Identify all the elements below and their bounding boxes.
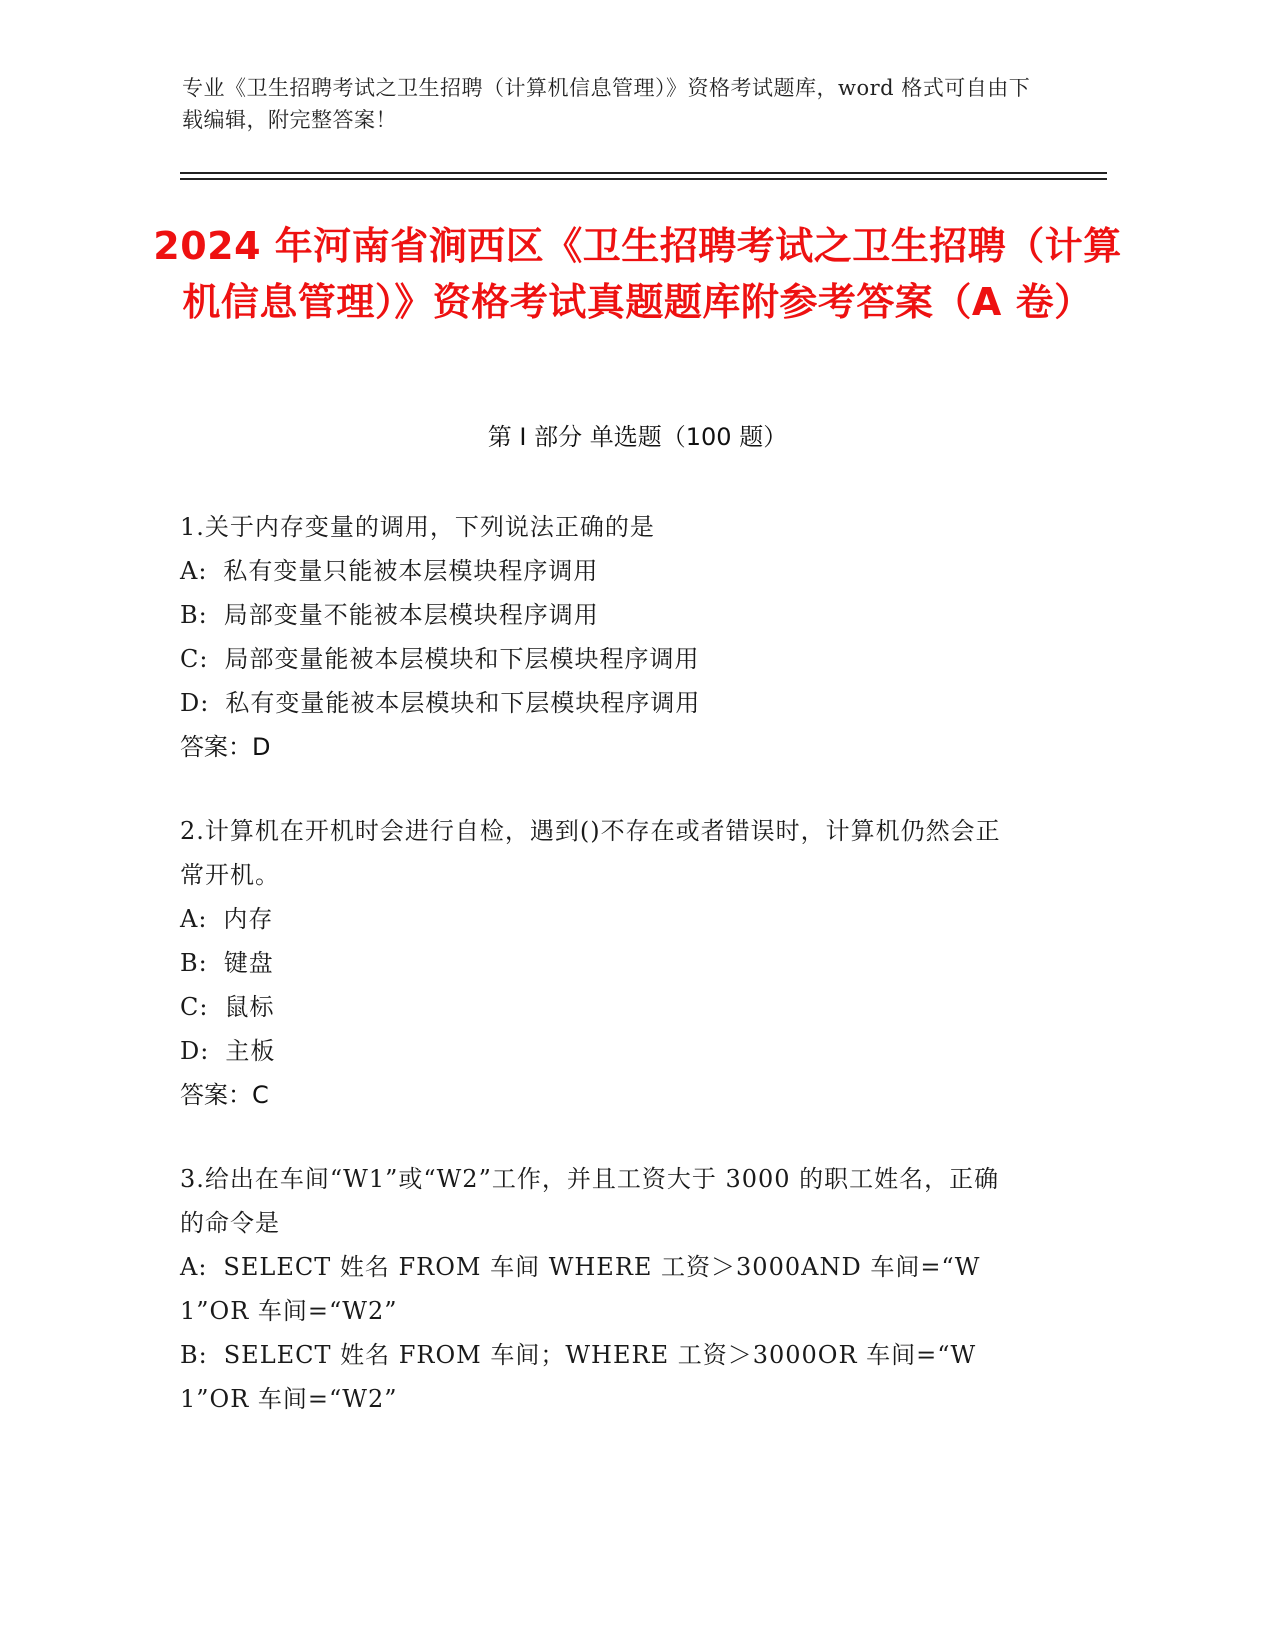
option-key: A:	[180, 1253, 208, 1281]
option-c	[180, 985, 1020, 1029]
option-key: A:	[180, 905, 208, 933]
option-d	[180, 681, 1020, 725]
option-key: B:	[180, 601, 208, 629]
header-rule-bottom	[180, 178, 1107, 180]
option-a	[180, 897, 1020, 941]
option-a	[180, 1245, 1020, 1333]
option-text: 内存	[223, 905, 274, 933]
option-key: D:	[180, 689, 210, 717]
option-text: 私有变量只能被本层模块程序调用	[223, 557, 599, 585]
option-text: 鼠标	[224, 993, 275, 1021]
option-text: 局部变量不能被本层模块程序调用	[223, 601, 599, 629]
option-key: B:	[180, 949, 208, 977]
option-b	[180, 941, 1020, 985]
header-note: 专业《卫生招聘考试之卫生招聘（计算机信息管理）》资格考试题库，word 格式可自由下载编辑，附完整答案！	[182, 76, 1031, 132]
section-heading: 第 I 部分 单选题（100 题）	[487, 423, 788, 451]
question-list	[180, 505, 1020, 1461]
option-b	[180, 593, 1020, 637]
question-1	[180, 505, 1020, 769]
option-key: C:	[180, 993, 209, 1021]
answer-line: 答案：C	[180, 1081, 269, 1109]
option-text: 私有变量能被本层模块和下层模块程序调用	[225, 689, 701, 717]
option-text: 键盘	[223, 949, 274, 977]
option-d	[180, 1029, 1020, 1073]
option-a	[180, 549, 1020, 593]
option-key: B:	[180, 1341, 208, 1369]
question-2	[180, 809, 1020, 1117]
option-text: SELECT 姓名 FROM 车间 WHERE 工资＞3000AND 车间=“W1”OR 车间=“W2”	[180, 1253, 981, 1325]
option-text: 局部变量能被本层模块和下层模块程序调用	[224, 645, 700, 673]
question-stem: 2.计算机在开机时会进行自检，遇到()不存在或者错误时，计算机仍然会正常开机。	[180, 817, 1001, 889]
question-3	[180, 1157, 1020, 1421]
option-text: SELECT 姓名 FROM 车间；WHERE 工资＞3000OR 车间=“W1”OR 车间=“W2”	[180, 1341, 977, 1413]
option-key: C:	[180, 645, 209, 673]
header-rule-top	[180, 172, 1107, 174]
document-title: 2024 年河南省涧西区《卫生招聘考试之卫生招聘（计算机信息管理）》资格考试真题题库附参考答案（A 卷）	[153, 224, 1122, 324]
question-stem: 3.给出在车间“W1”或“W2”工作，并且工资大于 3000 的职工姓名，正确的命令是	[180, 1165, 1000, 1237]
question-stem: 1.关于内存变量的调用，下列说法正确的是	[180, 513, 655, 541]
option-key: A:	[180, 557, 208, 585]
option-b	[180, 1333, 1020, 1421]
option-text: 主板	[225, 1037, 276, 1065]
option-key: D:	[180, 1037, 210, 1065]
option-c	[180, 637, 1020, 681]
answer-line: 答案：D	[180, 733, 271, 761]
